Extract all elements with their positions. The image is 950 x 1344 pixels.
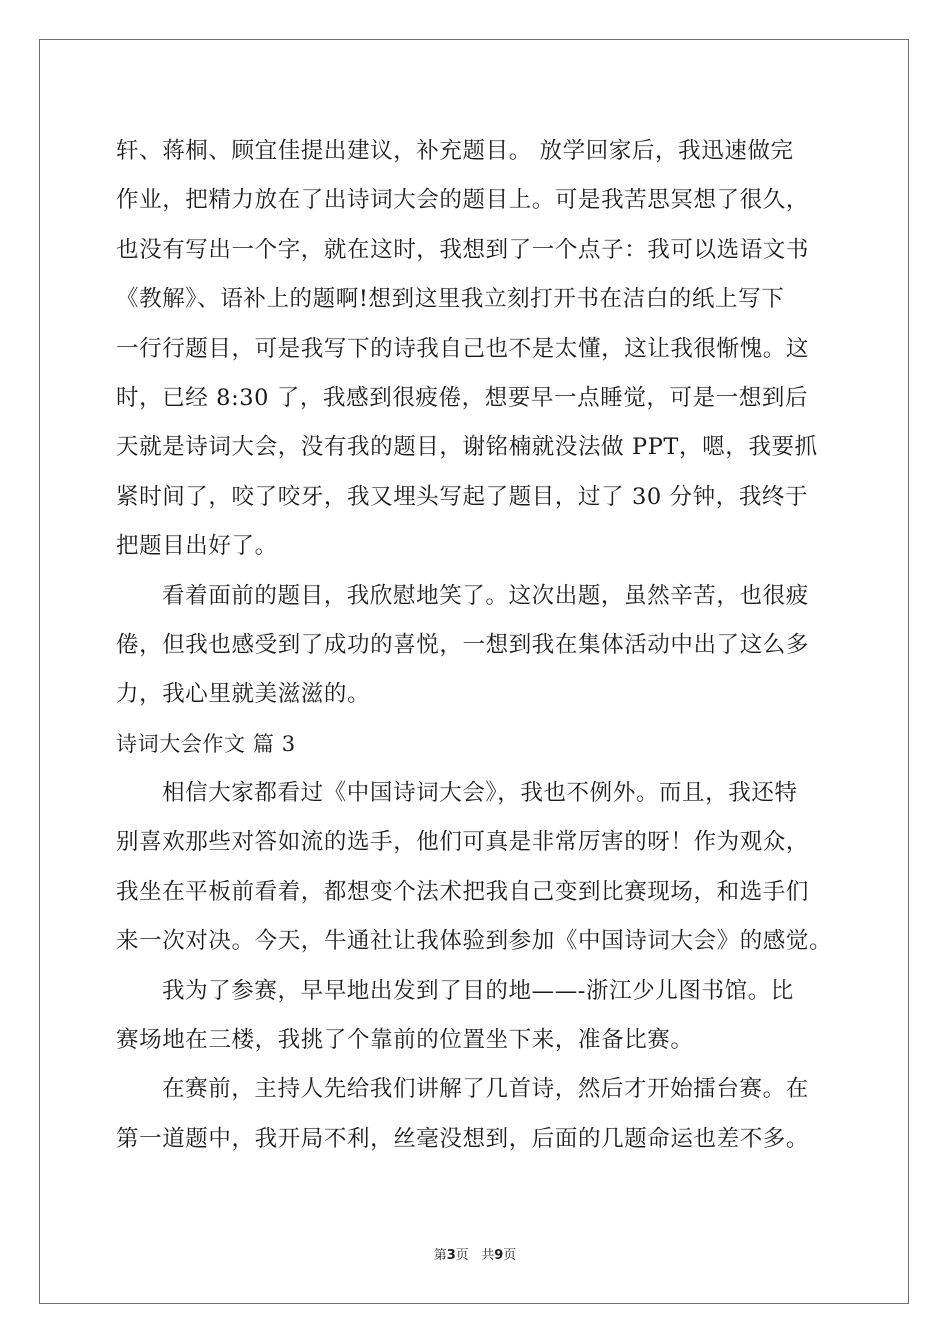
footer-mid: 页 共 — [455, 1248, 495, 1263]
current-page-number: 3 — [446, 1248, 456, 1263]
paragraph — [116, 127, 848, 572]
footer-suffix: 页 — [503, 1248, 517, 1263]
paragraph — [116, 572, 848, 720]
text-line: 看着面前的题目，我欣慰地笑了。这次出题，虽然辛苦，也很疲 — [162, 582, 809, 609]
text-line: 第一道题中，我开局不利，丝毫没想到，后面的几题命运也差不多。 — [116, 1125, 810, 1152]
text-line: 倦，但我也感受到了成功的喜悦，一想到我在集体活动中出了这么多 — [116, 631, 810, 658]
paragraph — [116, 967, 848, 1066]
section-heading — [116, 720, 848, 769]
text-line: 在赛前，主持人先给我们讲解了几首诗，然后才开始擂台赛。在 — [162, 1076, 809, 1103]
total-pages-number: 9 — [494, 1248, 504, 1263]
text-line: 力，我心里就美滋滋的。 — [116, 681, 371, 708]
paragraph — [116, 1065, 848, 1164]
text-line: 诗词大会作文 篇 3 — [116, 731, 296, 756]
document-body — [116, 127, 848, 1164]
text-line: 我为了参赛，早早地出发到了目的地——-浙江少儿图书馆。比 — [162, 977, 794, 1004]
text-line: 别喜欢那些对答如流的选手，他们可真是非常厉害的呀！作为观众， — [116, 829, 810, 856]
text-line: 《教解》、语补上的题啊!想到这里我立刻打开书在洁白的纸上写下 — [116, 286, 785, 313]
text-line: 赛场地在三楼，我挑了个靠前的位置坐下来，准备比赛。 — [116, 1027, 694, 1054]
text-line: 轩、蒋桐、顾宜佳提出建议，补充题目。 放学回家后，我迅速做完 — [116, 138, 794, 164]
text-line: 作业，把精力放在了出诗词大会的题目上。可是我苦思冥想了很久， — [116, 187, 810, 214]
text-line: 把题目出好了。 — [116, 533, 278, 560]
paragraph — [116, 769, 848, 967]
text-line: 来一次对决。今天，牛通社让我体验到参加《中国诗词大会》的感觉。 — [116, 928, 833, 955]
text-line: 一行行题目，可是我写下的诗我自己也不是太懂，这让我很惭愧。这 — [116, 335, 810, 362]
text-line: 相信大家都看过《中国诗词大会》，我也不例外。而且，我还特 — [162, 780, 798, 807]
text-line: 紧时间了，咬了咬牙，我又埋头写起了题目，过了 30 分钟，我终于 — [116, 483, 809, 510]
page-footer — [0, 1244, 950, 1263]
text-line: 时，已经 8:30 了，我感到很疲倦，想要早一点睡觉，可是一想到后 — [116, 384, 809, 411]
text-line: 天就是诗词大会，没有我的题目，谢铭楠就没法做 PPT，嗯，我要抓 — [116, 434, 818, 461]
footer-prefix: 第 — [433, 1248, 447, 1263]
text-line: 我坐在平板前看着，都想变个法术把我自己变到比赛现场，和选手们 — [116, 878, 810, 905]
text-line: 也没有写出一个字，就在这时，我想到了一个点子：我可以选语文书 — [116, 236, 810, 263]
